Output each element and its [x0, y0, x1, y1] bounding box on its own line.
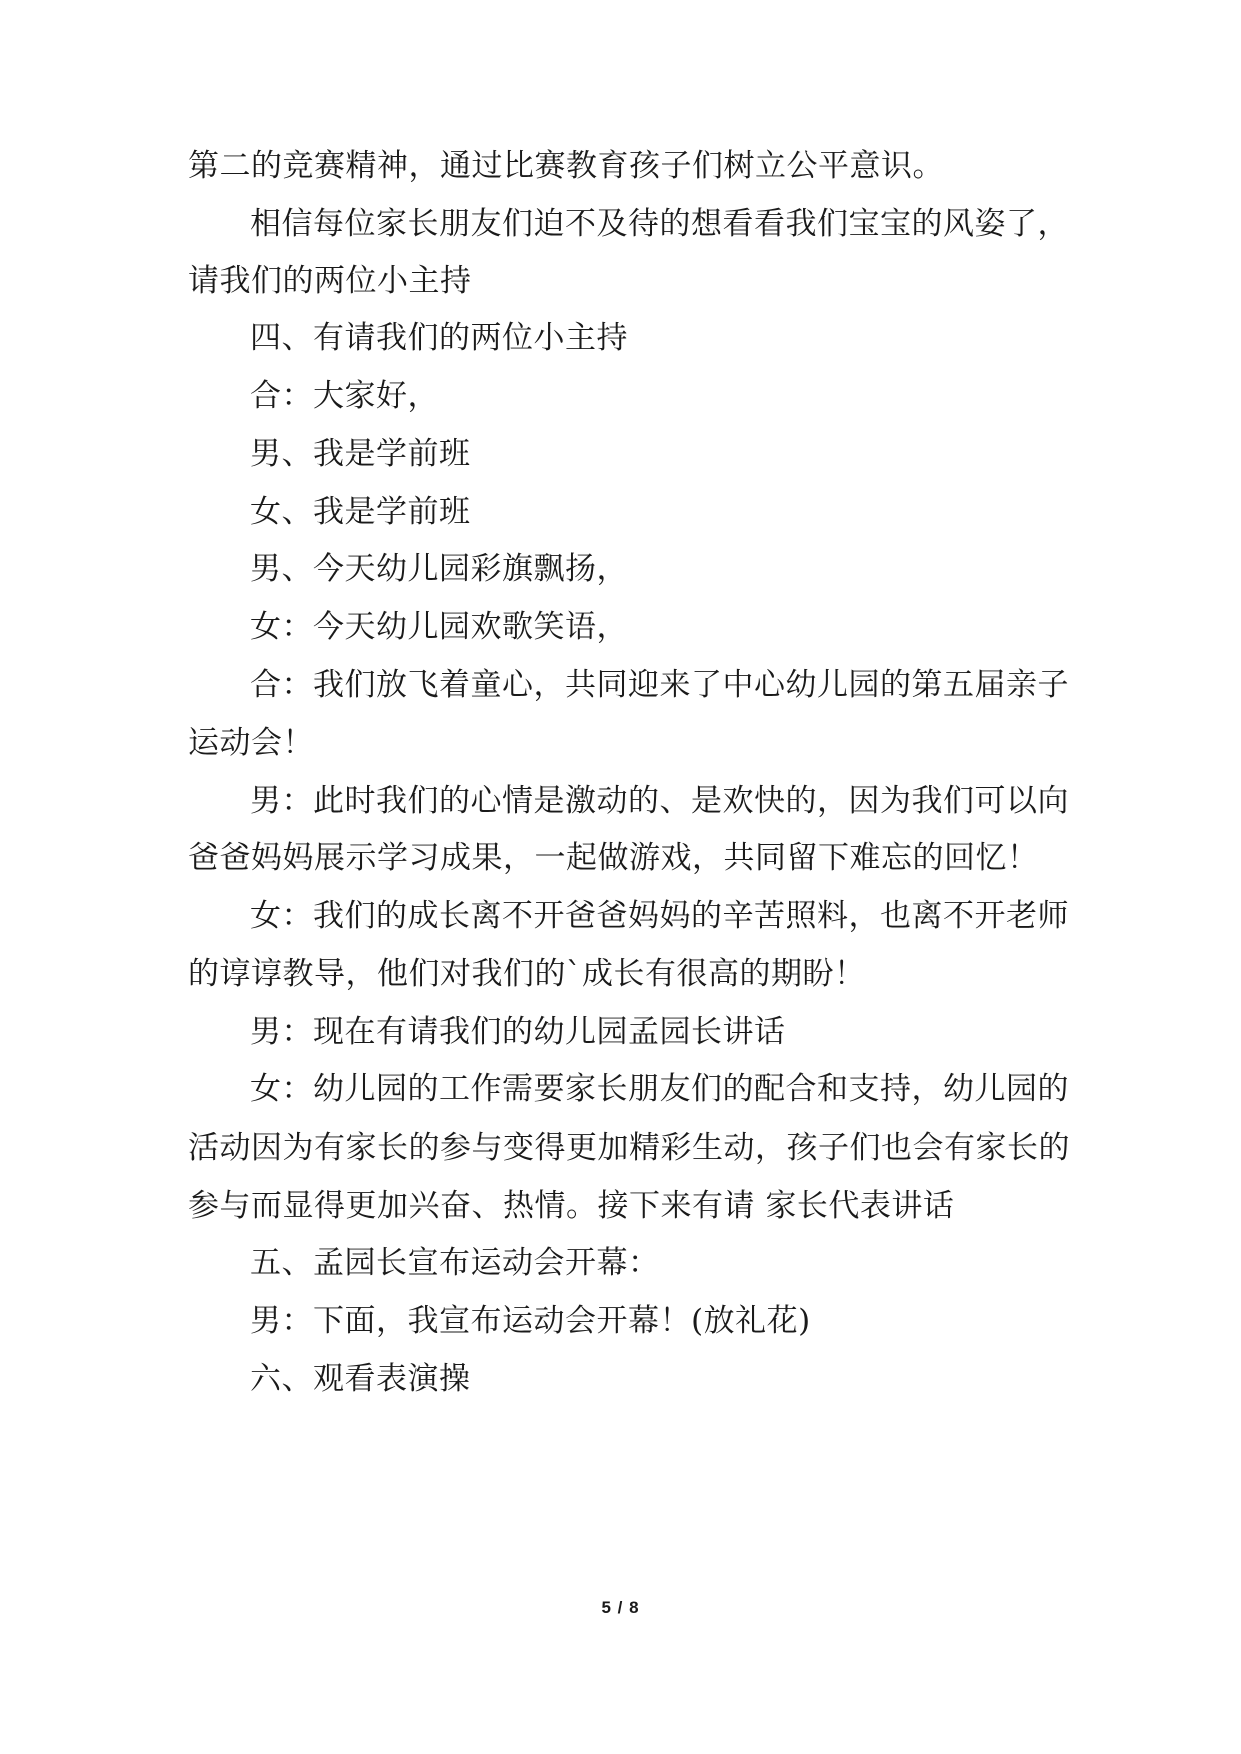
text-line: 女：今天幼儿园欢歌笑语， [250, 609, 628, 645]
page-number: 5 / 8 [601, 1598, 640, 1617]
text-line: 男、今天幼儿园彩旗飘扬， [250, 551, 628, 587]
text-line: 男：现在有请我们的幼儿园孟园长讲话 [250, 1014, 786, 1050]
section-heading: 五、孟园长宣布运动会开幕： [250, 1245, 660, 1281]
text-line: 活动因为有家长的参与变得更加精彩生动，孩子们也会有家长的 [188, 1130, 1070, 1166]
text-line: 第二的竞赛精神，通过比赛教育孩子们树立公平意识。 [188, 148, 944, 184]
text-line: 男：此时我们的心情是激动的、是欢快的，因为我们可以向 [250, 783, 1069, 819]
text-line: 的谆谆教导，他们对我们的`成长有很高的期盼！ [188, 956, 866, 992]
text-line: 运动会！ [188, 725, 314, 761]
text-line: 参与而显得更加兴奋、热情。接下来有请 家长代表讲话 [188, 1188, 955, 1224]
text-line: 女：我们的成长离不开爸爸妈妈的辛苦照料，也离不开老师 [250, 898, 1069, 934]
text-line: 女、我是学前班 [250, 494, 471, 530]
text-line: 女：幼儿园的工作需要家长朋友们的配合和支持，幼儿园的 [250, 1071, 1069, 1107]
text-line: 男、我是学前班 [250, 436, 471, 472]
section-heading: 六、观看表演操 [250, 1361, 471, 1397]
text-line: 合：大家好， [250, 378, 439, 414]
text-line: 爸爸妈妈展示学习成果，一起做游戏，共同留下难忘的回忆！ [188, 840, 1039, 876]
text-line: 合：我们放飞着童心，共同迎来了中心幼儿园的第五届亲子 [250, 667, 1069, 703]
section-heading: 四、有请我们的两位小主持 [250, 320, 628, 356]
text-line: 请我们的两位小主持 [188, 263, 472, 299]
text-line: 男：下面，我宣布运动会开幕！(放礼花) [250, 1303, 811, 1339]
text-line: 相信每位家长朋友们迫不及待的想看看我们宝宝的风姿了， [250, 206, 1069, 242]
